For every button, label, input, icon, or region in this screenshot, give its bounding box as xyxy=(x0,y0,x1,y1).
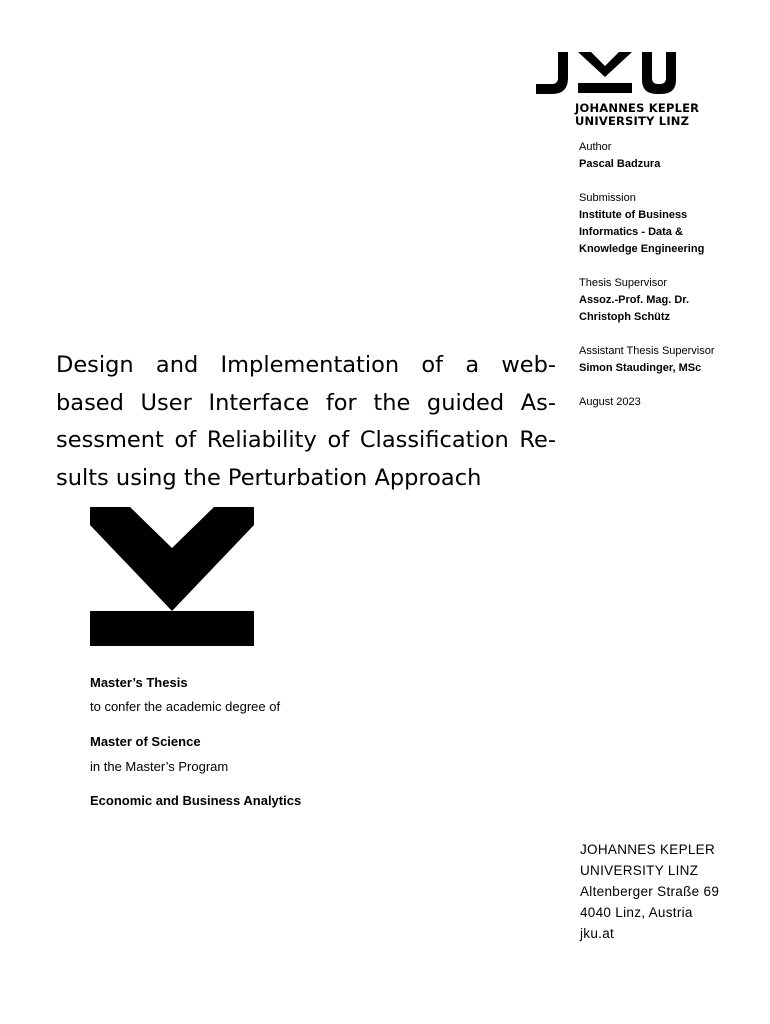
meta-value: Pascal Badzura xyxy=(579,158,661,170)
title-line: based User Interface for the guided As- xyxy=(56,389,556,416)
address-city: 4040 Linz, Austria xyxy=(580,905,693,920)
meta-value: Knowledge Engineering xyxy=(579,243,705,255)
meta-author xyxy=(579,139,759,173)
logo-wordmark xyxy=(575,102,706,127)
meta-label: Submission xyxy=(579,192,636,204)
address-street: Altenberger Straße 69 xyxy=(580,884,720,899)
thesis-type: Master’s Thesis xyxy=(90,675,188,690)
meta-value: Christoph Schütz xyxy=(579,311,671,323)
meta-value: Simon Staudinger, MSc xyxy=(579,362,702,374)
jku-k-emblem xyxy=(90,507,254,652)
program-intro: in the Master’s Program xyxy=(90,759,229,774)
thesis-title xyxy=(56,347,556,497)
meta-value: Assoz.-Prof. Mag. Dr. xyxy=(579,294,690,306)
meta-label: Author xyxy=(579,141,612,153)
jku-logo xyxy=(536,50,706,127)
jku-logo-mark xyxy=(536,50,676,96)
meta-label: Thesis Supervisor xyxy=(579,277,668,289)
meta-supervisor xyxy=(579,275,759,326)
thesis-meta xyxy=(579,139,759,428)
title-line: sessment of Reliability of Classification Re- xyxy=(56,427,556,453)
meta-value: Informatics - Data & xyxy=(579,226,683,238)
title-line: sults using the Perturbation Approach xyxy=(56,464,482,491)
confer-text: to confer the academic degree of xyxy=(90,699,281,714)
logo-name-line1: JOHANNES KEPLER xyxy=(575,101,700,115)
meta-assistant-supervisor xyxy=(579,343,759,377)
logo-name-line2: UNIVERSITY LINZ xyxy=(575,113,690,128)
meta-value: Institute of Business xyxy=(579,209,688,221)
submission-date: August 2023 xyxy=(579,396,641,408)
address-line2: UNIVERSITY LINZ xyxy=(580,863,699,878)
university-address xyxy=(580,839,719,944)
address-web: jku.at xyxy=(580,926,615,941)
title-line: Design and Implementation of a web- xyxy=(56,352,556,378)
degree-name: Master of Science xyxy=(90,734,201,749)
meta-date xyxy=(579,394,759,411)
meta-submission xyxy=(579,190,759,258)
program-name: Economic and Business Analytics xyxy=(90,793,302,808)
meta-label: Assistant Thesis Supervisor xyxy=(579,345,715,357)
address-line1: JOHANNES KEPLER xyxy=(580,842,716,857)
